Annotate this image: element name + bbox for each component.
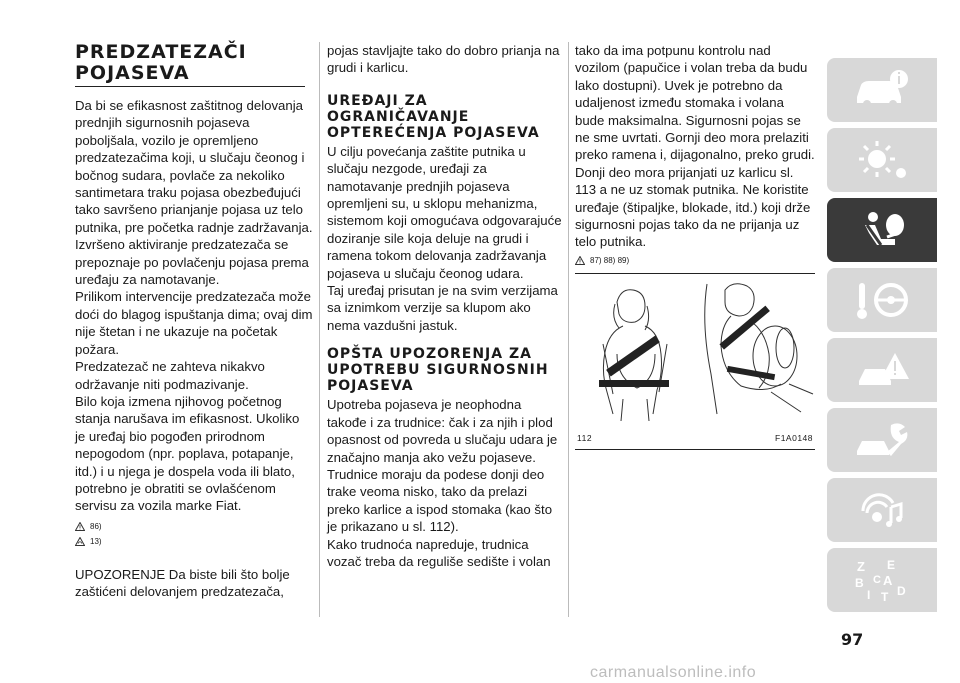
index-letters-icon xyxy=(851,557,913,603)
warning-triangle-car-icon xyxy=(851,347,913,393)
warning-reference xyxy=(75,521,313,533)
warning-reference xyxy=(575,255,815,267)
paragraph: pojas stavljajte tako do dobro prianja na grudi i karlicu. xyxy=(327,43,560,76)
tab-dashboard[interactable] xyxy=(827,128,937,192)
section-heading-load-limiters: UREĐAJI ZA OGRANIČAVANJE OPTEREĆENJA POJASEVA xyxy=(327,92,540,141)
paragraph: U cilju povećanja zaštite putnika u slučaju nezgode, uređaji za namotavanje prednjih pojaseva opremljeni su, u sklopu mehanizma, sistemom koji omogućava odgovarajuće doziranje sile koja deluje na grudi i ramena tokom delovanja zadržavanja pojaseva u slučaju čeonog udara. xyxy=(327,143,562,281)
multimedia-icon xyxy=(851,487,913,533)
figure-number: 112 xyxy=(577,433,593,443)
index-letter: B xyxy=(855,576,864,590)
index-letter: A xyxy=(883,573,893,588)
tab-index[interactable] xyxy=(827,548,937,612)
column-divider xyxy=(568,42,569,617)
page-number: 97 xyxy=(841,630,864,649)
index-letter: Z xyxy=(857,559,865,574)
warning-ref-text: 86) xyxy=(90,521,102,531)
paragraph: Kako trudnoća napreduje, trudnica vozač treba da reguliše sedište i volan xyxy=(327,536,551,569)
tab-safety[interactable] xyxy=(827,198,937,262)
paragraph: Bilo koja izmena njihovog početnog stanja narušava im efikasnost. Ukoliko je uređaj bio pogođen prirodnom nepogodom (npr. poplava, potapanje, itd.) i u njega je dospela voda ili blato, potrebno je obratiti se ovlašćenom servisu za vozila marke Fiat. xyxy=(75,393,300,514)
warning-text: Da biste bili što bolje zaštićeni delovanjem predzatezača, xyxy=(75,566,290,600)
tab-starting-driving[interactable] xyxy=(827,268,937,332)
chapter-tabs xyxy=(827,58,937,618)
figure-code: F1A0148 xyxy=(775,433,813,443)
index-letter: D xyxy=(897,584,906,598)
pregnant-woman-seatbelt-illustration xyxy=(575,274,815,424)
column-1 xyxy=(75,42,313,601)
paragraph: Izvršeno aktiviranje predzatezača se prepoznaje po povlačenju pojasa prema uređaju za namotavanje. xyxy=(75,237,309,288)
index-letter: I xyxy=(867,588,871,602)
section-heading-pretensioners: PREDZATEZAČI POJASEVA xyxy=(75,41,247,84)
tab-multimedia[interactable] xyxy=(827,478,937,542)
index-letter: T xyxy=(881,590,889,603)
caution-reference xyxy=(75,536,313,548)
car-info-icon xyxy=(851,67,913,113)
tab-emergency[interactable] xyxy=(827,338,937,402)
key-steering-icon xyxy=(851,277,913,323)
warning-triangle-icon xyxy=(575,256,585,265)
index-letter: E xyxy=(887,558,896,572)
caution-ref-text: 13) xyxy=(90,536,102,546)
tab-vehicle-info[interactable] xyxy=(827,58,937,122)
column-divider xyxy=(319,42,320,617)
paragraph: Da bi se efikasnost zaštitnog delovanja prednjih sigurnosnih pojaseva poboljšala, vozilo je opremljeno predzatezačima koji, u slučaju čeonog i bočnog sudara, povlače za nekoliko santimetara traku pojasa obezbeđujući tako savršeno prianjanje pojasa uz telo putnika, pre početka radnje zadržavanja. xyxy=(75,98,313,235)
paragraph: Predzatezač ne zahteva nikakvo održavanje niti podmazivanje. xyxy=(75,359,265,392)
watermark: carmanualsonline.info xyxy=(590,664,757,681)
heading-rule xyxy=(75,86,305,87)
figure-pregnant-seatbelt xyxy=(575,273,815,450)
seat-airbag-icon xyxy=(851,207,913,253)
column-3 xyxy=(575,42,815,267)
caution-triangle-icon xyxy=(75,537,85,546)
wrench-car-icon xyxy=(851,417,913,463)
warning-triangle-icon xyxy=(75,522,85,531)
warning-ref-text: 87) 88) 89) xyxy=(590,255,630,265)
paragraph: Prilikom intervencije predzatezača može doći do blagog ispuštanja dima; ovaj dim nije štetan i ne ukazuje na početak požara. xyxy=(75,289,313,357)
dashboard-lights-icon xyxy=(851,137,913,183)
warning-label: UPOZORENJE xyxy=(75,566,166,582)
paragraph: tako da ima potpunu kontrolu nad vozilom (papučice i volan treba da budu lako dostupni). Uvek je potrebno da udaljenost između stomaka i volana bude maksimalna. Sigurnosni pojas se ne sme uvrtati. Gornji deo mora prelaziti preko ramena i, dijagonalno, preko grudi. Donji deo mora prijanjati uz karlicu sl. 113 a ne uz stomak putnika. Ne koristite uređaje (štipaljke, blokade, itd.) koji drže sigurnosni pojas tako da ne prijanja uz telo putnika. xyxy=(575,43,815,250)
section-heading-general-warnings: OPŠTA UPOZORENJA ZA UPOTREBU SIGURNOSNIH POJASEVA xyxy=(327,346,549,395)
paragraph: Taj uređaj prisutan je na svim verzijama sa iznimkom verzije sa klupom ako nema vazdušni jastuk. xyxy=(327,283,558,333)
column-2 xyxy=(327,42,562,570)
index-letter: C xyxy=(873,574,881,586)
tab-maintenance[interactable] xyxy=(827,408,937,472)
warning-paragraph xyxy=(75,566,313,601)
paragraph: Upotreba pojaseva je neophodna takođe i za trudnice: čak i za njih i plod opasnost od povreda u slučaju udara je značajno manja ako vežu pojaseve. Trudnice moraju da podese donji deo trake veoma nisko, tako da prelazi preko karlice a ispod stomaka (kao što je prikazano u sl. 112). xyxy=(327,397,558,535)
